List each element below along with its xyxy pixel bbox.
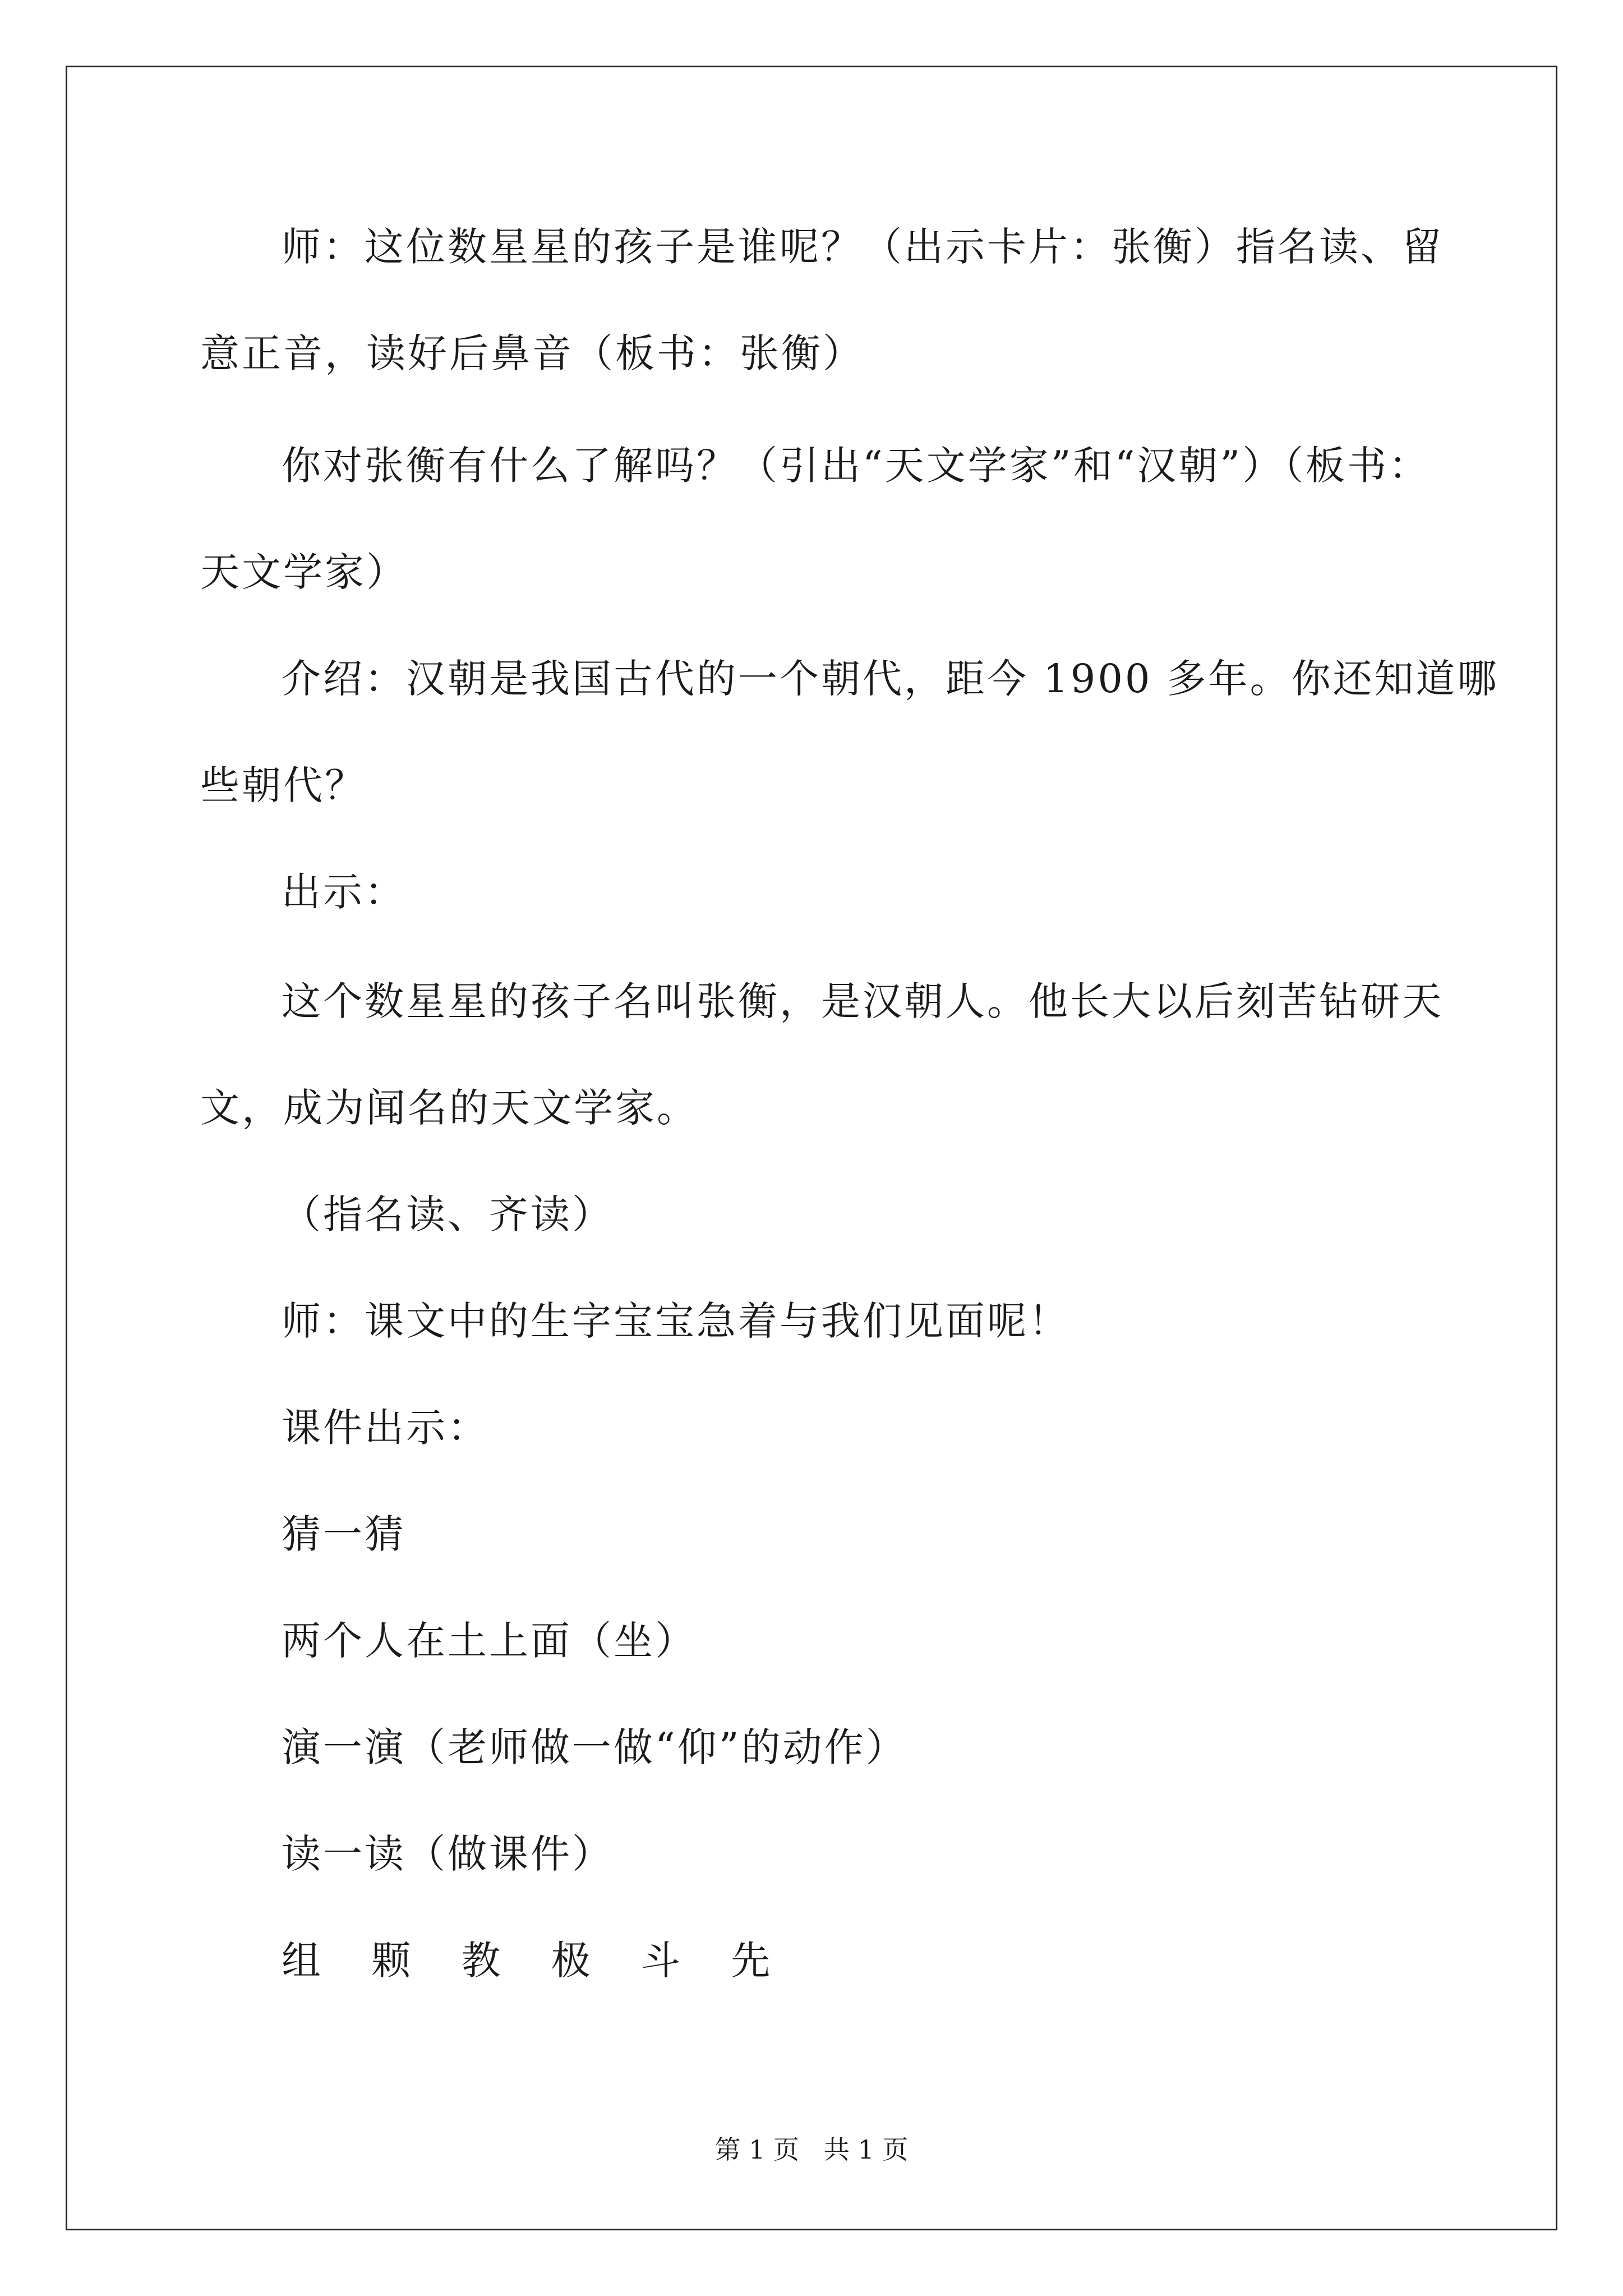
paragraph-line-13: 猜一猜 xyxy=(282,1511,406,1557)
paragraph-line-9: 文，成为闻名的天文学家。 xyxy=(200,1085,698,1131)
paragraph-line-15: 演一演（老师做一做“仰”的动作） xyxy=(282,1724,907,1770)
paragraph-line-12: 课件出示： xyxy=(282,1405,489,1451)
paragraph-line-1: 师：这位数星星的孩子是谁呢？（出示卡片：张衡）指名读、留 xyxy=(282,224,1444,270)
paragraph-line-10: （指名读、齐读） xyxy=(282,1191,614,1237)
paragraph-line-2: 意正音，读好后鼻音（板书：张衡） xyxy=(200,330,864,376)
page-footer: 第 1 页 共 1 页 xyxy=(714,2134,909,2165)
paragraph-line-5: 介绍：汉朝是我国古代的一个朝代，距今 1900 多年。你还知道哪 xyxy=(282,656,1499,702)
paragraph-line-11: 师：课文中的生字宝宝急着与我们见面呢！ xyxy=(282,1298,1070,1344)
paragraph-line-7: 出示： xyxy=(282,869,406,915)
paragraph-line-16: 读一读（做课件） xyxy=(282,1831,614,1877)
paragraph-line-17: 组 颗 教 极 斗 先 xyxy=(282,1938,790,1984)
paragraph-line-4: 天文学家） xyxy=(200,549,408,595)
paragraph-line-8: 这个数星星的孩子名叫张衡，是汉朝人。他长大以后刻苦钻研天 xyxy=(282,978,1444,1024)
paragraph-line-14: 两个人在土上面（坐） xyxy=(282,1618,697,1664)
paragraph-line-6: 些朝代？ xyxy=(200,762,366,808)
paragraph-line-3: 你对张衡有什么了解吗？（引出“天文学家”和“汉朝”）（板书： xyxy=(282,443,1431,489)
page-border xyxy=(66,66,1557,2230)
